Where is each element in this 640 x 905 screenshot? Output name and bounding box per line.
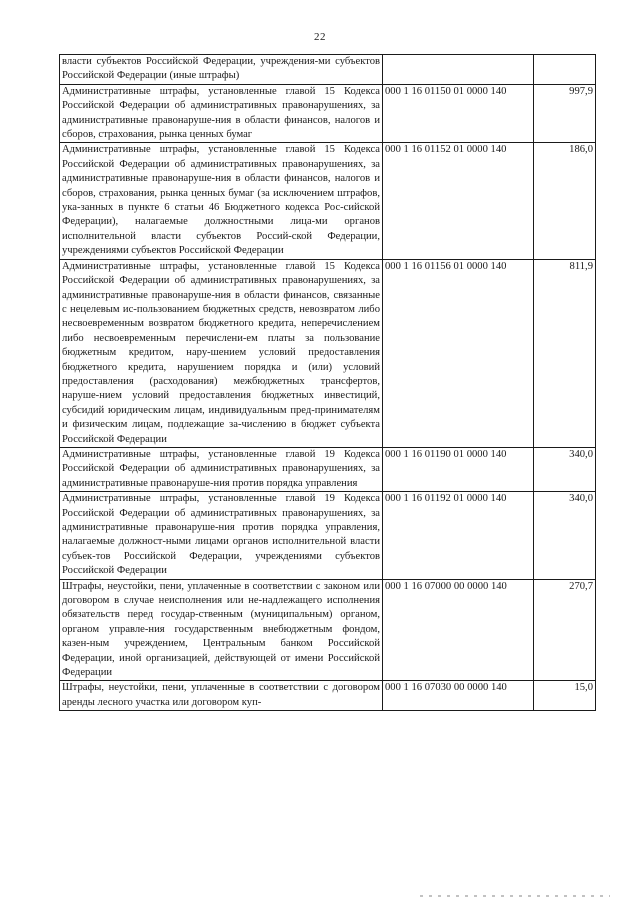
row-amount: 997,9 [534,84,596,143]
row-description: Административные штрафы, установленные главой 19 Кодекса Российской Федерации об административных правонарушениях, за административные правонаруше-ния против порядка управления [60,447,383,491]
revenue-table [59,54,596,711]
table-row [60,55,596,85]
table-row [60,492,596,579]
page-number: 22 [314,31,326,43]
row-description: Административные штрафы, установленные главой 19 Кодекса Российской Федерации об административных правонарушениях, за административные правонаруше-ния против порядка управления, налагаемые должност-ными лицами органов исполнительной власти субъек-тов Российской Федерации, учреждениями субъектов Российской Федерации [60,492,383,579]
row-code [383,55,534,85]
row-description: Административные штрафы, установленные главой 15 Кодекса Российской Федерации об административных правонарушениях, за административные правонаруше-ния в области финансов, связанные с нецелевым ис-пользованием бюджетных средств, невозвратом либо несвоевременным возвратом бюджетного кредита, неперечислением либо несвоевременным перечислени-ем платы за пользование бюджетным кредитом, нару-шением условий предоставления бюджетного кредита, нарушением порядка и (или) условий предоставления (расходования) межбюджетных трансфертов, наруше-нием условий предоставления бюджетных инвестиций, субсидий юридическим лицам, индивидуальным пред-принимателям и физическим лицам, подлежащие за-числению в бюджет субъекта Российской Федерации [60,259,383,447]
row-code: 000 1 16 01150 01 0000 140 [383,84,534,143]
row-code: 000 1 16 07030 00 0000 140 [383,681,534,711]
row-code: 000 1 16 07000 00 0000 140 [383,579,534,681]
table-row [60,84,596,143]
row-amount: 340,0 [534,447,596,491]
table-row [60,447,596,491]
table-row [60,579,596,681]
row-amount: 340,0 [534,492,596,579]
scan-artifact [420,895,610,897]
row-description: Штрафы, неустойки, пени, уплаченные в соответствии с договором аренды лесного участка или договором куп- [60,681,383,711]
row-amount: 270,7 [534,579,596,681]
row-code: 000 1 16 01190 01 0000 140 [383,447,534,491]
row-code: 000 1 16 01156 01 0000 140 [383,259,534,447]
table-row [60,143,596,259]
row-amount: 811,9 [534,259,596,447]
row-description: власти субъектов Российской Федерации, учреждения-ми субъектов Российской Федерации (иные штрафы) [60,55,383,85]
row-amount [534,55,596,85]
row-description: Штрафы, неустойки, пени, уплаченные в соответствии с законом или договором в случае неисполнения или не-надлежащего исполнения обязательств перед государ-ственным (муниципальным) органом, органом управле-ния государственным внебюджетным фондом, казен-ным учреждением, Центральным банком Российской Федерации, иной организацией, действующей от имени Российской Федерации [60,579,383,681]
row-code: 000 1 16 01152 01 0000 140 [383,143,534,259]
table-row [60,259,596,447]
row-amount: 15,0 [534,681,596,711]
row-description: Административные штрафы, установленные главой 15 Кодекса Российской Федерации об административных правонарушениях, за административные правонаруше-ния в области финансов, налогов и сборов, страхования, рынка ценных бумаг (за исключением штрафов, ука-занных в пункте 6 статьи 46 Бюджетного кодекса Рос-сийской Федерации), налагаемые должностными лица-ми органов исполнительной власти субъектов Россий-ской Федерации, учреждениями субъектов Российской Федерации [60,143,383,259]
row-code: 000 1 16 01192 01 0000 140 [383,492,534,579]
table-row [60,681,596,711]
row-description: Административные штрафы, установленные главой 15 Кодекса Российской Федерации об административных правонарушениях, за административные правонаруше-ния в области финансов, налогов и сборов, страхования, рынка ценных бумаг [60,84,383,143]
row-amount: 186,0 [534,143,596,259]
